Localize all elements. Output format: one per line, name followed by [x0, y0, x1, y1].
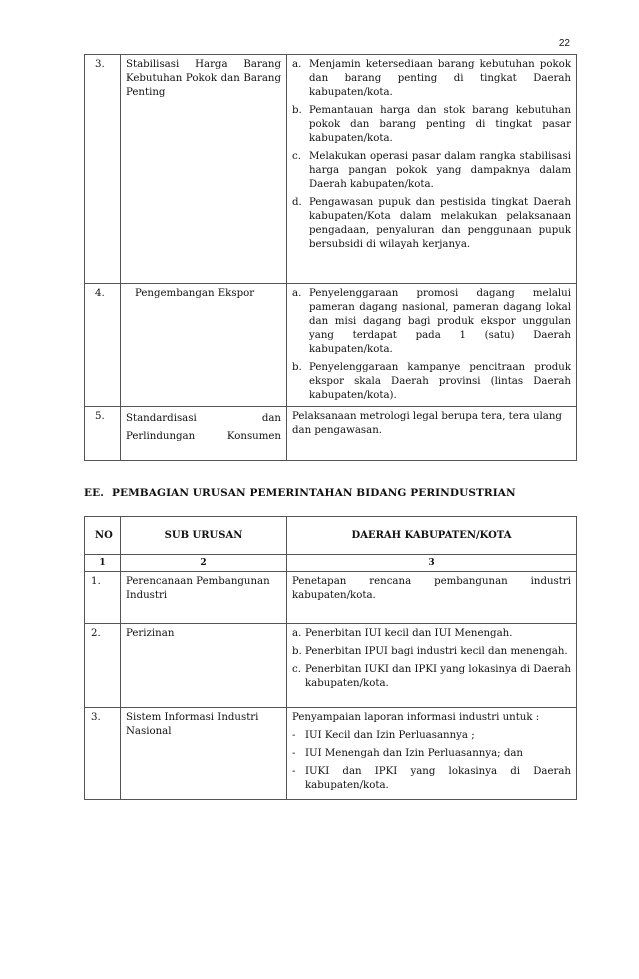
list-item: c. Penerbitan IUKI dan IPKI yang lokasinya di Daerah kabupaten/kota.	[292, 664, 571, 689]
table-row	[85, 407, 577, 461]
row-number: 3.	[85, 55, 121, 284]
section-code: EE.	[84, 487, 104, 499]
sub-urusan-cell: Perizinan	[121, 624, 287, 708]
row-number: 1.	[85, 572, 121, 624]
list-item: - IUI Kecil dan Izin Perluasannya ;	[292, 730, 475, 741]
column-index: 1	[85, 555, 121, 572]
column-header: DAERAH KABUPATEN/KOTA	[287, 517, 577, 555]
sub-urusan-cell: Stabilisasi Harga Barang Kebutuhan Pokok dan Barang Penting	[121, 55, 287, 284]
list-item: c. Melakukan operasi pasar dalam rangka stabilisasi harga pangan pokok yang dampaknya dalam Daerah kabupaten/kota.	[292, 151, 571, 190]
table-row	[85, 624, 577, 708]
table-row	[85, 708, 577, 800]
sub-urusan-cell: Sistem Informasi Industri Nasional	[121, 708, 287, 800]
kewenangan-cell	[287, 284, 577, 407]
kewenangan-cell	[287, 708, 577, 800]
section-title: PEMBAGIAN URUSAN PEMERINTAHAN BIDANG PERINDUSTRIAN	[111, 487, 516, 499]
list-item: b. Pemantauan harga dan stok barang kebutuhan pokok dan barang penting di tingkat pasar kabupaten/kota.	[292, 105, 571, 144]
table-header-row	[85, 517, 577, 555]
sub-urusan-cell: Perencanaan Pembangunan Industri	[121, 572, 287, 624]
list-item: - IUI Menengah dan Izin Perluasannya; dan	[292, 748, 523, 759]
list-item: a. Menjamin ketersediaan barang kebutuhan pokok dan barang penting di tingkat Daerah kabupaten/kota.	[292, 59, 571, 98]
table-perdagangan	[84, 54, 577, 461]
kewenangan-cell: Penetapan rencana pembangunan industri kabupaten/kota.	[287, 572, 577, 624]
list-item: b. Penyelenggaraan kampanye pencitraan produk ekspor skala Daerah provinsi (lintas Daerah kabupaten/kota).	[292, 362, 571, 401]
list-item: a. Penyelenggaraan promosi dagang melalui pameran dagang nasional, pameran dagang lokal dan misi dagang bagi produk ekspor unggulan yang terdapat pada 1 (satu) Daerah kabupaten/kota.	[292, 288, 571, 355]
list-item: a. Penerbitan IUI kecil dan IUI Menengah.	[292, 628, 513, 639]
column-header: SUB URUSAN	[121, 517, 287, 555]
list-intro: Penyampaian laporan informasi industri untuk :	[292, 712, 540, 723]
page-number: 22	[558, 38, 570, 49]
kewenangan-cell	[287, 55, 577, 284]
list-item: d. Pengawasan pupuk dan pestisida tingkat Daerah kabupaten/Kota dalam melakukan pelaksanaan pengadaan, penyaluran dan penggunaan pupuk bersubsidi di wilayah kerjanya.	[292, 197, 571, 250]
row-number: 4.	[85, 284, 121, 407]
sub-urusan-cell: Standardisasi dan Perlindungan Konsumen	[121, 407, 287, 461]
list-item: b. Penerbitan IPUI bagi industri kecil dan menengah.	[292, 646, 568, 657]
table-row	[85, 55, 577, 284]
list-item: - IUKI dan IPKI yang lokasinya di Daerah kabupaten/kota.	[292, 766, 571, 791]
row-number: 3.	[85, 708, 121, 800]
table-perindustrian	[84, 516, 577, 800]
kewenangan-cell	[287, 624, 577, 708]
column-index-row	[85, 555, 577, 572]
section-heading	[84, 487, 516, 499]
column-index: 2	[121, 555, 287, 572]
row-number: 2.	[85, 624, 121, 708]
column-index: 3	[287, 555, 577, 572]
column-header: NO	[85, 517, 121, 555]
row-number: 5.	[85, 407, 121, 461]
sub-urusan-cell: Pengembangan Ekspor	[121, 284, 287, 407]
table-row	[85, 572, 577, 624]
table-row	[85, 284, 577, 407]
kewenangan-cell: Pelaksanaan metrologi legal berupa tera, tera ulang dan pengawasan.	[287, 407, 577, 461]
